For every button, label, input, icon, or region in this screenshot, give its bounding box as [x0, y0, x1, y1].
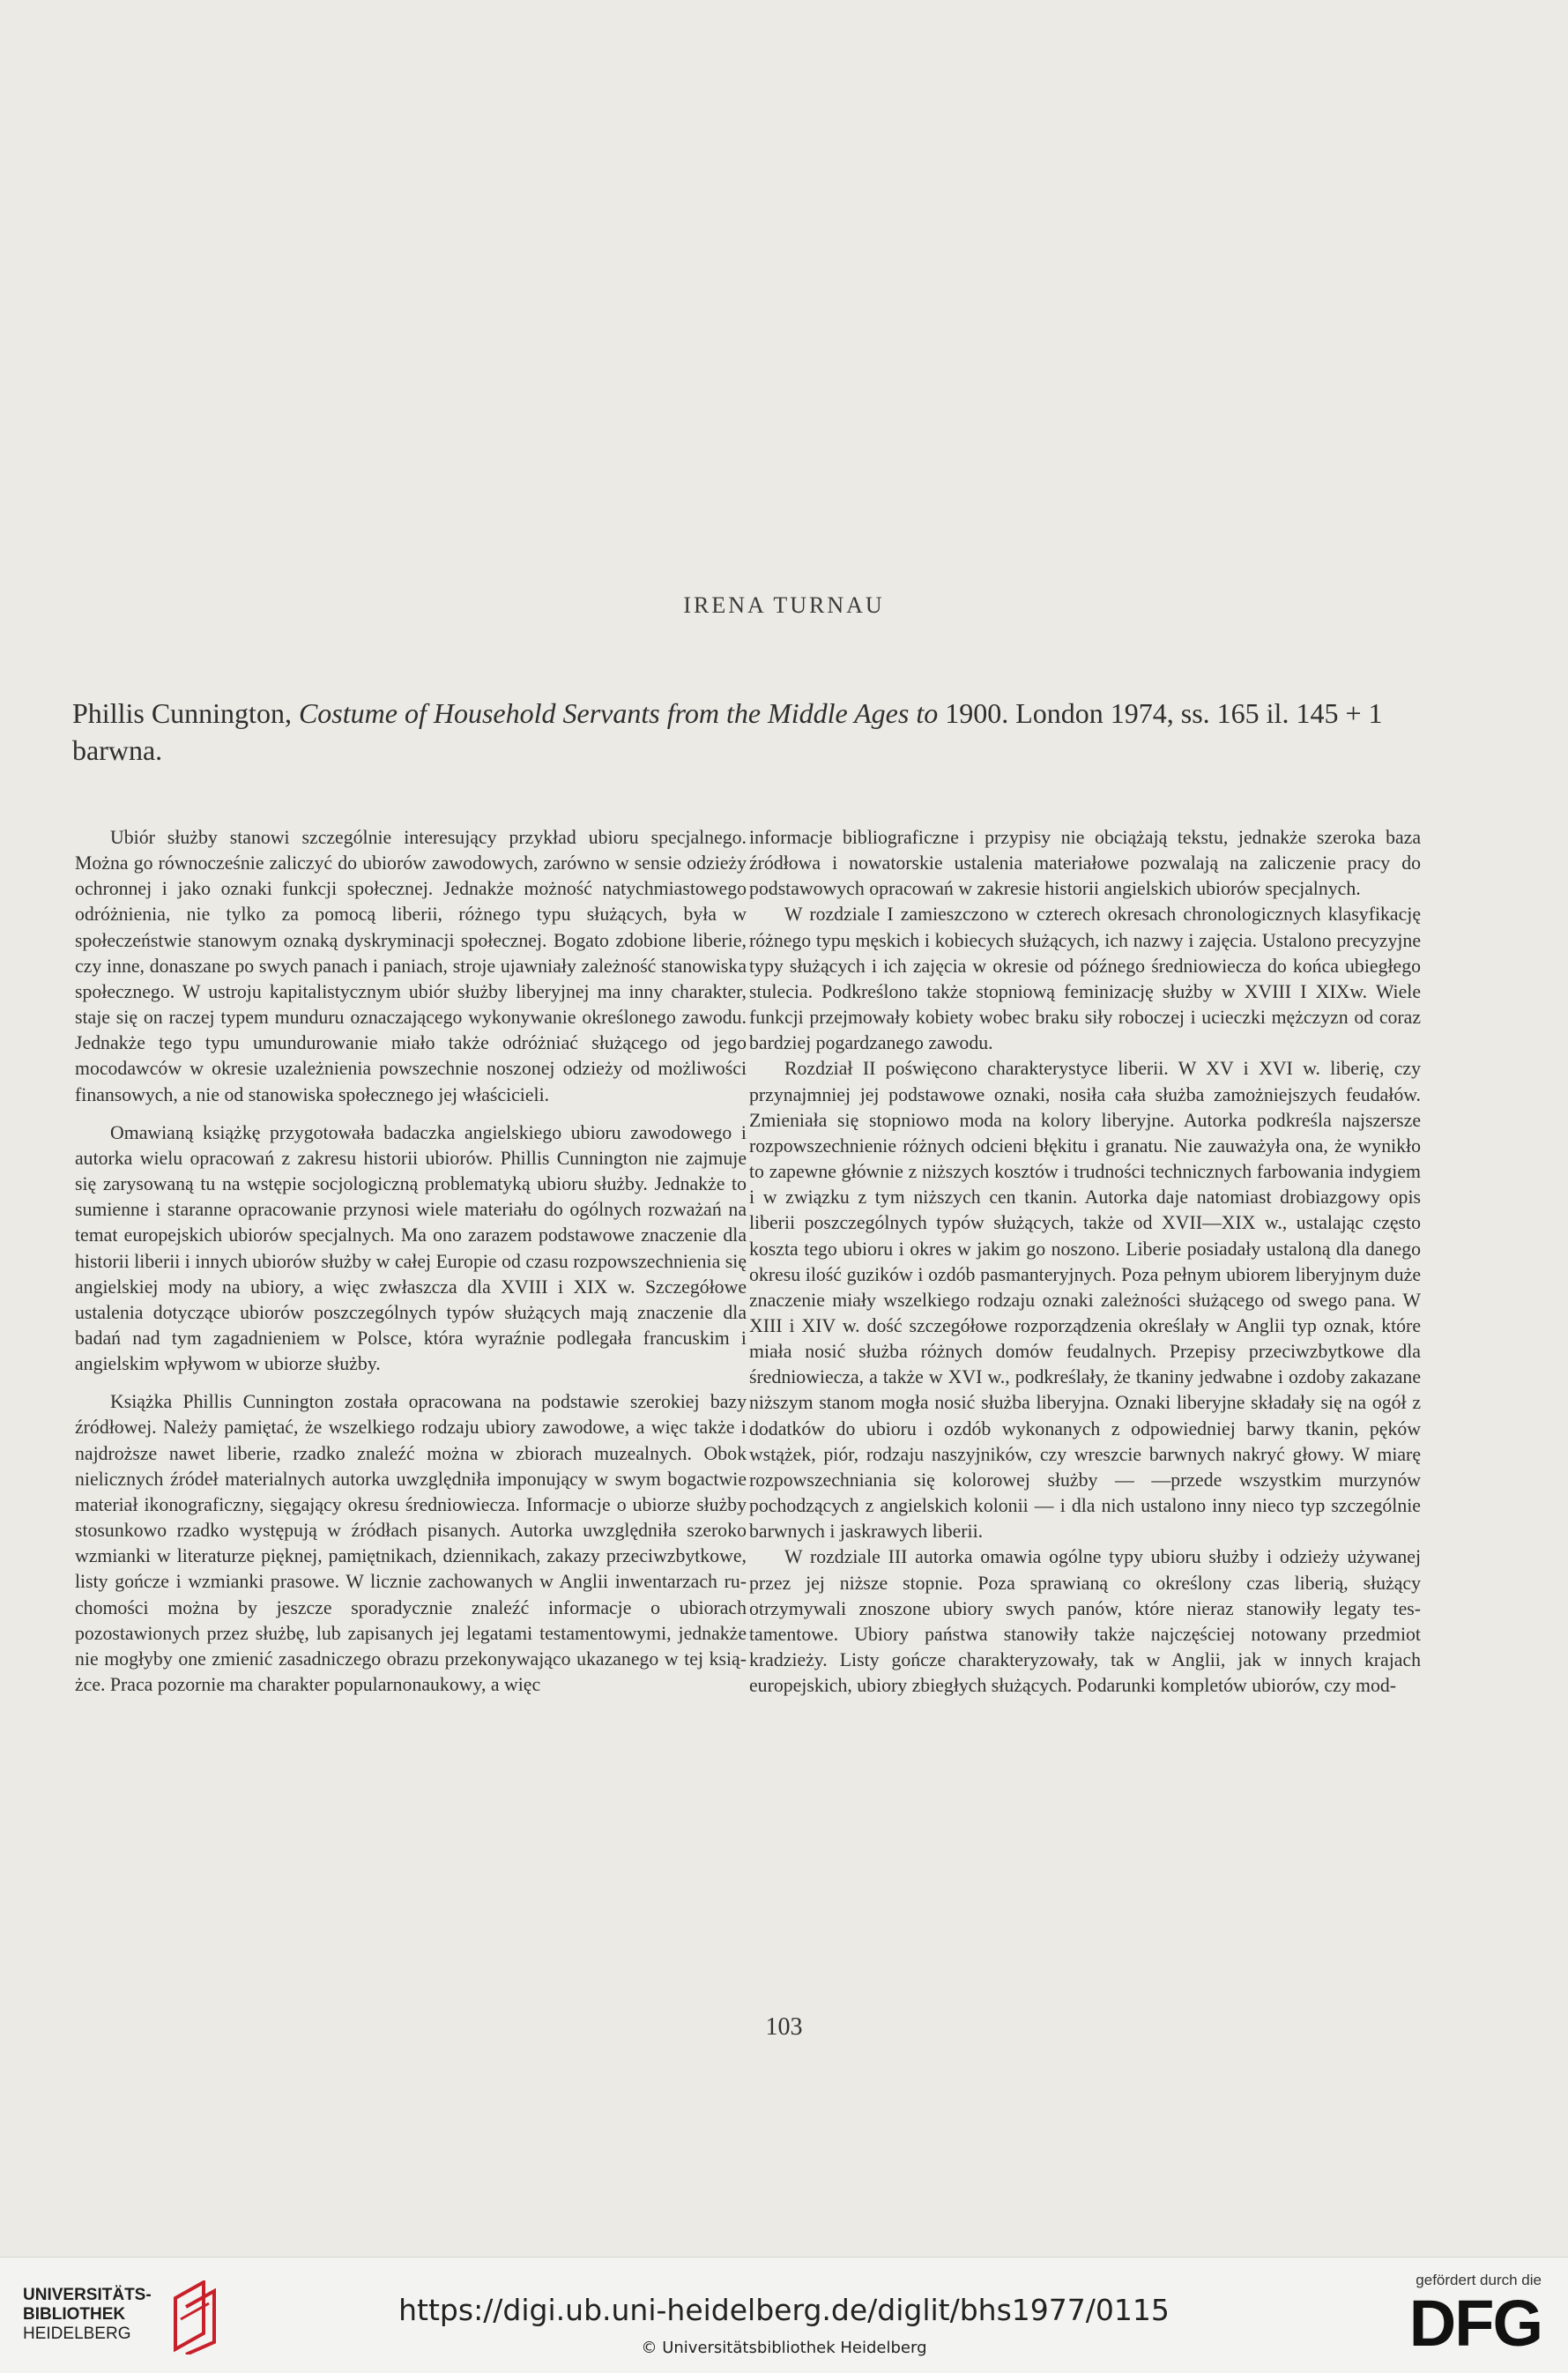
citation-author: Phillis Cunnington, — [72, 697, 299, 729]
library-name-line-1: UNIVERSITÄTS- — [23, 2286, 152, 2304]
page-number: 103 — [765, 2013, 803, 2041]
citation-details: 1900. London 1974, ss. 165 il. 145 + 1 barwna. — [72, 697, 1383, 766]
library-name-line-3: HEIDELBERG — [23, 2325, 131, 2343]
dfg-wordmark: DFG — [1408, 2287, 1542, 2360]
right-column — [749, 825, 1421, 1699]
funded-by-label: gefördert durch die — [1416, 2272, 1542, 2288]
right-paragraph-2: W rozdziale I zamieszczono w czterech okresach chronologicznych klasyfikację różnego typu męskich i kobiecych służących, ich nazwy i zajęcia. Ustalono precyzyjne typy służących i ich zajęcia w okresie od późnego średniowiecza do końca ubiegłego stulecia. Podkreślono także stopniową feminizację służby w XVIII I XIXw. Wiele funkcji przejmowały kobiety wobec braku siły roboczej i ucieczki mężczyzn od coraz bardziej pogardzanego zawodu. — [749, 904, 1421, 1054]
left-column — [75, 825, 747, 1698]
left-paragraph-3: Książka Phillis Cunnington została opracowana na podstawie szerokiej bazy źródłowej. Należy pamiętać, że wszelkiego rodzaju ubiory zawodowe, a więc także i najdroższe nawet liberie, rzadko znaleźć można w zbiorach muzealnych. Obok nielicznych źródeł materialnych autorka uwzględniła imponujący w swym bogactwie materiał ikonograficzny, sięgający okresu średniowiecza. Informacje o ubiorze służby stosunkowo rzadko występują w źródłach pisanych. Autorka uwzględniła szeroko wzmianki w literaturze pięknej, pamiętnikach, dziennikach, zakazy przeciwzbytkowe, listy gończe i wzmianki prasowe. W licznie zachowanych w Anglii inwentarzach ruchomości można by jeszcze sporadycznie znaleźć informacje o ubiorach pozostawionych przez służbę, lub zapisanych jej legatami testamentowymi, jednakże nie mogłyby one zmienić zasadniczego obrazu przekonywająco ukazanego w tej książce. Praca pozornie ma charakter popularnonaukowy, a więc — [75, 1391, 747, 1695]
author-heading: IRENA TURNAU — [683, 592, 885, 618]
viewer-footer — [0, 2257, 1568, 2373]
dfg-logo[interactable] — [1374, 2272, 1542, 2360]
permalink-url[interactable]: https://digi.ub.uni-heidelberg.de/diglit/bhs1977/0115 — [398, 2293, 1170, 2327]
left-paragraph-2: Omawianą książkę przygotowała badaczka angielskiego ubioru zawodowego i autorka wielu opracowań z zakresu historii ubiorów. Phillis Cunnington nie zajmuje się zarysowaną tu na wstępie socjologiczną problematyką ubioru służby. Jednakże to sumienne i staranne opracowanie przynosi wiele materiału do ogólnych rozważań na temat europejskich ubiorów specjalnych. Ma ono zarazem podstawowe znaczenie dla historii liberii i innych ubiorów służby w całej Europie od czasu rozpowszechnienia się angielskiej mody na ubiory, a więc zwłaszcza dla XVIII i XIX w. Szczegółowe ustalenia dotyczące ubiorów poszczególnych typów służących mają znaczenie dla badań nad tym zagadnieniem w Polsce, która wyraźnie podlegała francuskim i angielskim wpływom w ubiorze służby. — [75, 1121, 747, 1375]
left-paragraph-1: Ubiór służby stanowi szczególnie interesujący przykład ubioru specjalnego. Można go równocześnie zaliczyć do ubiorów zawodowych, zarówno w sensie odzieży ochronnej i jako oznaki funkcji społecznej. Jednakże możność natychmiastowego odróżnienia, nie tylko za pomocą liberii, różnego typu służących, była w społeczeństwie stanowym oznaką dyskryminacji społecznej. Bogato zdobione liberie, czy inne, donaszane po swych panach i paniach, stroje ujawniały zależność stanowiska społecznego. W ustroju kapitalistycznym ubiór służby liberyjnej ma inny charakter, staje się on raczej typem munduru oznaczającego wykonywanie określonego zawodu. Jednakże tego typu umundurowanie miało także odróżniać służącego od jego mocodawców w okresie uzależnienia powszechnie noszonej odzieży od możliwości finansowych, a nie od stanowiska społecznego jej właścicieli. — [75, 827, 747, 1105]
library-name-line-2: BIBLIOTHEK — [23, 2305, 126, 2324]
copyright-notice: © Universitätsbibliothek Heidelberg — [641, 2339, 927, 2357]
citation-title: Costume of Household Servants from the Middle Ages to — [298, 697, 939, 729]
book-citation — [72, 695, 1430, 769]
right-paragraph-3: Rozdział II poświęcono charakterystyce liberii. W XV i XVI w. liberię, czy przynajmniej jej podstawowe oznaki, nosiła cała służba zamożniejszych feudałów. Zmieniała się stopniowo moda na kolory liberyjne. Autorka podkreśla najszersze rozpowszechnienie różnych odcieni błękitu i granatu. Nie zauważyła ona, że wynikło to zapewne głównie z niższych kosztów i trudności technicznych farbowania indygiem i w związku z tym niższych cen tkanin. Autorka daje natomiast drobiazgowy opis liberii poszczególnych typów służących, także od XVII—XIX w., ustalając często koszta tego ubioru i okres w jakim go noszono. Liberie posiadały ustaloną dla danego okresu ilość guzików i ozdób pasmanteryjnych. Poza pełnym ubiorem liberyjnym duże znaczenie miały wszelkiego rodzaju oznaki zależności służącego od swego pana. W XIII i XIV w. dość szczegółowe rozporządzenia określały w Anglii typ oznak, które miała nosić służba różnych domów feudalnych. Przepisy przeciwzbytkowe dla średniowiecza, a także w XVI w., podkreślały, że tkaniny jedwabne i ozdoby zakazane niższym stanom mogła nosić służba liberyjna. Oznaki liberyjne składały się na ogół z dodatków do ubioru i ozdób wykonanych z odpowiedniej barwy tkanin, pęków wstążek, piór, rodzaju naszyjników, czy wreszcie barwnych nakryć głowy. W miarę rozpowszechniania się kolorowej służby — —przede wszystkim murzynów pochodzących z angielskich kolonii — i dla nich ustalono inny nieco typ szczególnie barwnych i jaskrawych liberii. — [749, 1058, 1421, 1543]
right-paragraph-4: W rozdziale III autorka omawia ogólne typy ubioru służby i odzieży używanej przez jej niższe stopnie. Poza sprawianą co określony czas liberią, służący otrzymywali znoszone ubiory swych panów, które nieraz stanowiły legaty testamentowe. Ubiory państwa stanowiły także najczęściej notowany przedmiot kradzieży. Listy gończe charakteryzowały, tak w Anglii, jak w innych krajach europejskich, ubiory zbiegłych służących. Podarunki kompletów ubiorów, czy mod- — [749, 1546, 1421, 1697]
right-paragraph-1: informacje bibliograficzne i przypisy nie obciążają tekstu, jednakże szeroka baza źródłowa i nowatorskie ustalenia materiałowe pozwalają na zaliczenie pracy do podstawowych opracowań w zakresie historii angielskich ubiorów specjalnych. — [749, 827, 1421, 900]
